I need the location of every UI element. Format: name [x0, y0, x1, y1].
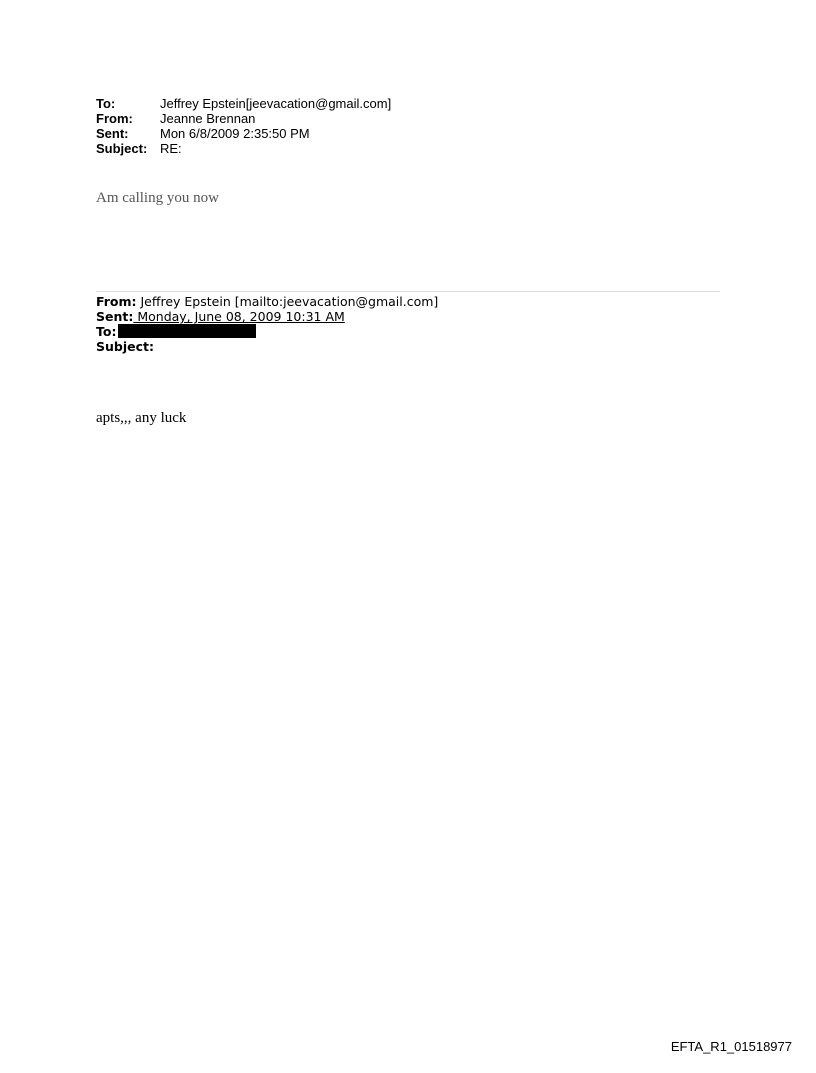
quoted-subject-row	[96, 339, 438, 354]
quoted-sent-row	[96, 309, 438, 324]
quoted-header	[96, 294, 438, 354]
from-label: From:	[96, 111, 133, 126]
document-id: EFTA_R1_01518977	[670, 1039, 792, 1054]
quoted-from-row	[96, 294, 438, 309]
quoted-from-label: From:	[96, 294, 137, 309]
email-header	[96, 96, 391, 156]
subject-row	[96, 141, 391, 156]
subject-value: RE:	[160, 141, 182, 156]
quoted-to-label: To:	[96, 324, 117, 339]
redaction-block	[118, 324, 256, 338]
from-value: Jeanne Brennan	[160, 111, 256, 126]
sent-value: Mon 6/8/2009 2:35:50 PM	[160, 126, 310, 141]
quoted-to-row	[96, 324, 438, 339]
quoted-subject-label: Subject:	[96, 339, 154, 354]
quoted-from-value: Jeffrey Epstein [mailto:jeevacation@gmail.com]	[136, 294, 439, 309]
to-label: To:	[96, 96, 116, 111]
sent-row	[96, 126, 391, 141]
quoted-body: apts,,, any luck	[96, 410, 187, 426]
quoted-sent-value: Monday, June 08, 2009 10:31 AM	[133, 309, 345, 324]
quoted-sent-label: Sent:	[96, 309, 134, 324]
quote-divider	[96, 291, 720, 292]
subject-label: Subject:	[96, 141, 148, 156]
from-row	[96, 111, 391, 126]
email-body: Am calling you now	[96, 190, 219, 206]
to-row	[96, 96, 391, 111]
sent-label: Sent:	[96, 126, 129, 141]
to-value: Jeffrey Epstein[jeevacation@gmail.com]	[160, 96, 392, 111]
